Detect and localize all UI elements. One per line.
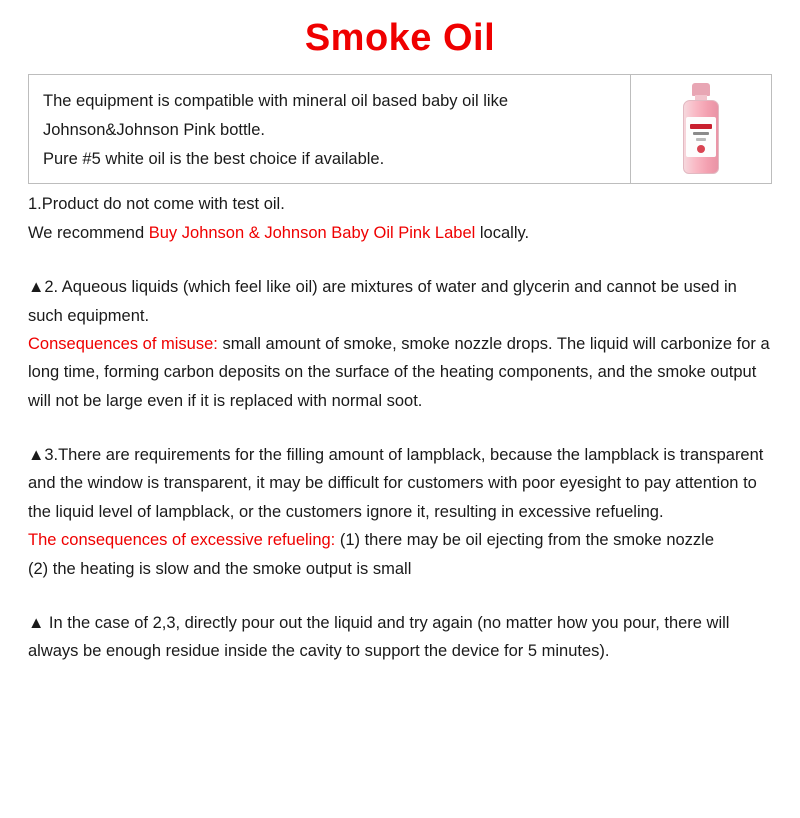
baby-oil-bottle-image <box>630 75 771 184</box>
item-4-heading: ▲ In the case of 2,3, directly pour out the liquid and try again (no matter how you pour, there will always be enough residue inside the cavity to support the device for 5 minutes). <box>28 613 730 661</box>
item-2-body: small amount of smoke, smoke nozzle drops. The liquid will carbonize for a long time, forming carbon deposits on the surface of the heating components, and the smoke output will not be large even if it is replaced with normal soot. <box>28 334 770 410</box>
label-line-3 <box>696 138 706 141</box>
item-3-body-2: (2) the heating is slow and the smoke output is small <box>28 559 412 578</box>
callout-text <box>29 75 630 184</box>
bottle-body <box>683 100 719 174</box>
compatibility-callout <box>28 74 772 185</box>
spacer-3 <box>28 583 772 609</box>
item-3-body: (1) there may be oil ejecting from the smoke nozzle <box>335 531 715 550</box>
document-page <box>0 18 800 818</box>
section-item-3 <box>28 441 772 583</box>
spacer-2 <box>28 415 772 441</box>
label-line-1 <box>690 124 712 129</box>
item-1-line-1: 1.Product do not come with test oil. <box>28 195 285 214</box>
item-1-suffix: locally. <box>475 223 530 242</box>
spacer-1 <box>28 247 772 273</box>
section-item-4 <box>28 609 772 666</box>
item-2-heading: ▲2. Aqueous liquids (which feel like oil) are mixtures of water and glycerin and cannot be used in such equipment. <box>28 278 737 325</box>
bottle-label <box>686 117 716 157</box>
bottle-icon <box>679 83 723 175</box>
callout-line-1: The equipment is compatible with mineral oil based baby oil like <box>43 91 508 110</box>
item-1-highlight: Buy Johnson & Johnson Baby Oil Pink Label <box>148 223 476 242</box>
item-2-highlight: Consequences of misuse: <box>28 334 218 353</box>
callout-line-3: Pure #5 white oil is the best choice if available. <box>43 149 385 168</box>
section-item-1 <box>28 190 772 247</box>
item-3-highlight: The consequences of excessive refueling: <box>28 531 336 550</box>
item-3-heading: ▲3.There are requirements for the filling amount of lampblack, because the lampblack is transparent and the window is transparent, it may be difficult for customers with poor eyesight to pay attention to the liquid level of lampblack, or the customers ignore it, resulting in excessive refueling. <box>28 446 764 521</box>
label-line-2 <box>693 132 709 135</box>
item-3-consequence <box>28 526 772 554</box>
page-title: Smoke Oil <box>304 17 496 59</box>
callout-line-2: Johnson&Johnson Pink bottle. <box>43 120 265 139</box>
item-1-prefix: We recommend <box>28 223 149 242</box>
label-dot <box>697 145 705 153</box>
document-body <box>28 190 772 665</box>
section-item-2 <box>28 273 772 415</box>
item-2-consequence <box>28 330 772 415</box>
item-1-line-2 <box>28 219 772 247</box>
